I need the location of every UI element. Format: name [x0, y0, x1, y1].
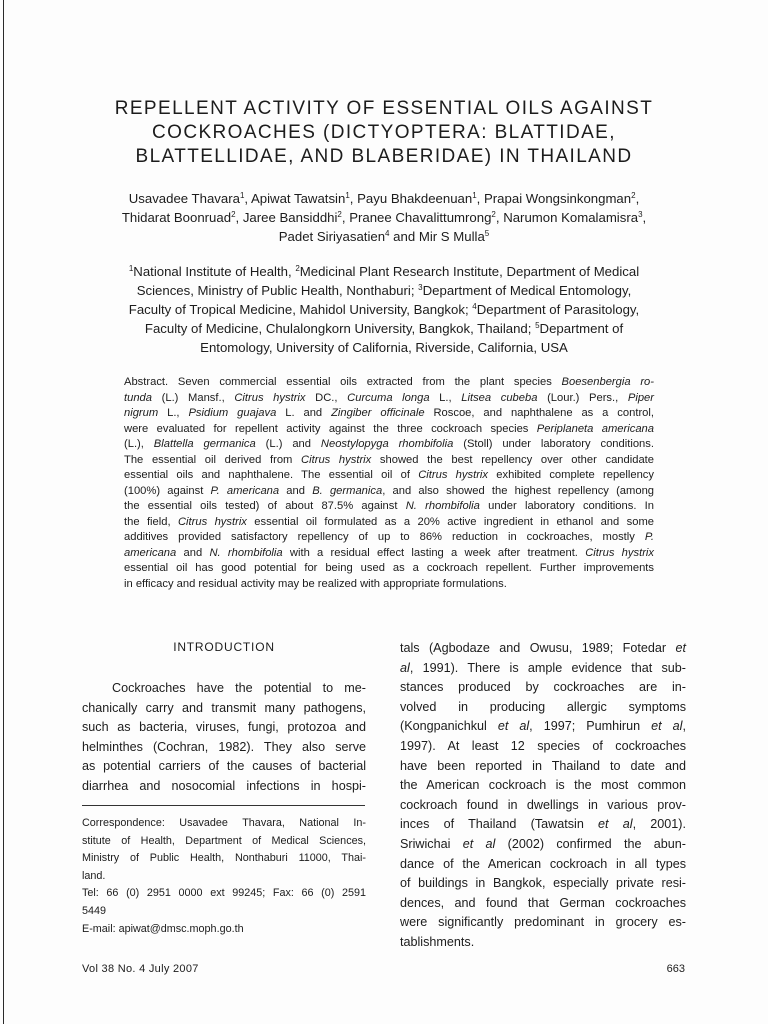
- page-number: 663: [666, 963, 685, 975]
- footnote-line: Correspondence: Usavadee Thavara, National In-: [82, 817, 366, 829]
- paragraph-line: diarrhea and nosocomial infections in hospi-: [82, 778, 366, 793]
- paragraph-line: such as bacteria, viruses, fungi, protozoa and: [82, 720, 366, 735]
- section-heading-introduction: INTRODUCTION: [173, 640, 275, 654]
- abstract-line: tunda (L.) Mansf., Citrus hystrix DC., Curcuma longa L., Litsea cubeba (Lour.) Pers., Piper: [124, 391, 654, 404]
- paragraph-line: as potential carriers of the causes of bacterial: [82, 759, 366, 774]
- paragraph-line: al, 1991). There is ample evidence that sub-: [400, 660, 686, 675]
- abstract-line: the field, Citrus hystrix essential oil formulated as a 20% active ingredient in ethanol and some: [124, 515, 654, 528]
- abstract-line: Abstract. Seven commercial essential oils extracted from the plant species Boesenbergia ro-: [124, 376, 655, 388]
- abstract-line: were evaluated for repellent activity against the three cockroach species Periplaneta americana: [124, 422, 654, 435]
- author-line: Usavadee Thavara$^1$, Apiwat Tawatsin$^1$, Payu Bhakdeenuan$^1$, Prapai Wongsinkongman$^2$,: [128, 191, 640, 206]
- abstract-line: nigrum L., Psidium guajava L. and Zingiber officinale Roscoe, and naphthalene as a control,: [124, 407, 654, 419]
- article-title: [70, 97, 698, 169]
- footnote-line: 5449: [82, 904, 107, 917]
- author-list: [60, 189, 708, 246]
- paragraph-line: tals (Agbodaze and Owusu, 1989; Fotedar et: [400, 641, 686, 655]
- footnote-line: stitute of Health, Department of Medical Sciences,: [82, 834, 366, 847]
- footnote-email: E-mail: apiwat@dmsc.moph.go.th: [82, 922, 244, 935]
- journal-volume-footer: Vol 38 No. 4 July 2007: [82, 963, 199, 975]
- paragraph-line: 1997). At least 12 species of cockroaches: [400, 738, 686, 753]
- abstract-line: essential oil has good potential for being used as a cockroach repellent. Further improvements: [124, 562, 654, 574]
- abstract-line: (100%) against P. americana and B. germanica, and also showed the highest repellency (among: [124, 484, 655, 497]
- paragraph-line: Cockroaches have the potential to me-: [112, 681, 366, 695]
- paragraph-line: of buildings in Bangkok, especially private resi-: [400, 876, 686, 891]
- author-line: Padet Siriyasatien$^4$ and Mir S Mulla$^5$: [278, 229, 490, 244]
- abstract-line: (L.), Blattella germanica (L.) and Neostylopyga rhombifolia (Stoll) under laboratory conditions.: [124, 438, 654, 450]
- affiliation-line: Faculty of Medicine, Chulalongkorn University, Bangkok, Thailand; $^5$Department of: [144, 321, 624, 336]
- paragraph-line: volved in producing allergic symptoms: [400, 699, 686, 714]
- paragraph-line: cockroach found in dwellings in various prov-: [400, 797, 686, 812]
- paragraph-line: have been reported in Thailand to date and: [400, 758, 686, 773]
- title-line: BLATTELLIDAE, AND BLABERIDAE) IN THAILAND: [135, 146, 633, 167]
- paragraph-line: were significantly predominant in grocery es-: [400, 915, 686, 930]
- abstract-line: The essential oil derived from Citrus hystrix showed the best repellency over other candidate: [124, 453, 654, 466]
- introduction-left-column: [82, 679, 366, 797]
- paragraph-line: the American cockroach is the most common: [400, 778, 686, 793]
- paragraph-line: stances produced by cockroaches are in-: [400, 680, 686, 695]
- paragraph-line: dance of the American cockroach in all types: [400, 856, 686, 871]
- paragraph-line: (Kongpanichkul et al, 1997; Pumhirun et al,: [400, 719, 686, 734]
- affiliation-line: Sciences, Ministry of Public Health, Nonthaburi; $^3$Department of Medical Entomology,: [136, 283, 632, 298]
- footnote-line: land.: [82, 869, 106, 882]
- title-line: REPELLENT ACTIVITY OF ESSENTIAL OILS AGAINST: [114, 98, 654, 119]
- abstract-line: americana and N. rhombifolia with a residual effect lasting a week after treatment. Citrus hystrix: [124, 546, 655, 559]
- abstract-line: the essential oils tested) of about 87.5% against N. rhombifolia under laboratory conditions. In: [124, 500, 654, 512]
- footnote-rule: [82, 805, 365, 806]
- affiliation-line: Faculty of Tropical Medicine, Mahidol University, Bangkok; $^4$Department of Parasitology,: [128, 302, 640, 317]
- affiliations: [60, 262, 708, 357]
- abstract-line: in efficacy and residual activity may be realized with appropriate formulations.: [124, 577, 507, 590]
- footnote-line: Ministry of Public Health, Nonthaburi 11000, Thai-: [82, 852, 366, 865]
- paragraph-line: Sriwichai et al (2002) confirmed the abun-: [400, 836, 686, 851]
- introduction-right-column: [400, 639, 686, 953]
- abstract: [124, 375, 654, 592]
- correspondence-footnote: [82, 815, 366, 938]
- title-line: COCKROACHES (DICTYOPTERA: BLATTIDAE,: [152, 122, 616, 143]
- affiliation-line: Entomology, University of California, Riverside, California, USA: [200, 340, 568, 355]
- paragraph-line: dences, and found that German cockroaches: [400, 895, 686, 910]
- author-line: Thidarat Boonruad$^2$, Jaree Bansiddhi$^2$, Pranee Chavalittumrong$^2$, Narumon Komalamisra$^3$,: [121, 210, 647, 225]
- paragraph-line: chanically carry and transmit many pathogens,: [82, 700, 366, 715]
- paragraph-line: tablishments.: [400, 934, 475, 949]
- paragraph-line: inces of Thailand (Tawatsin et al, 2001).: [400, 817, 687, 832]
- footnote-line: Tel: 66 (0) 2951 0000 ext 99245; Fax: 66 (0) 2591: [82, 887, 366, 900]
- abstract-line: essential oils and naphthalene. The essential oil of Citrus hystrix exhibited complete repellency: [124, 469, 654, 481]
- page-edge-rule: [3, 0, 4, 1024]
- abstract-line: additives provided satisfactory repellency of up to 86% reduction in cockroaches, mostly P.: [124, 531, 654, 543]
- paragraph-line: helminthes (Cochran, 1982). They also serve: [82, 739, 366, 754]
- affiliation-line: $^1$National Institute of Health, $^2$Medicinal Plant Research Institute, Department of Medical: [128, 264, 640, 279]
